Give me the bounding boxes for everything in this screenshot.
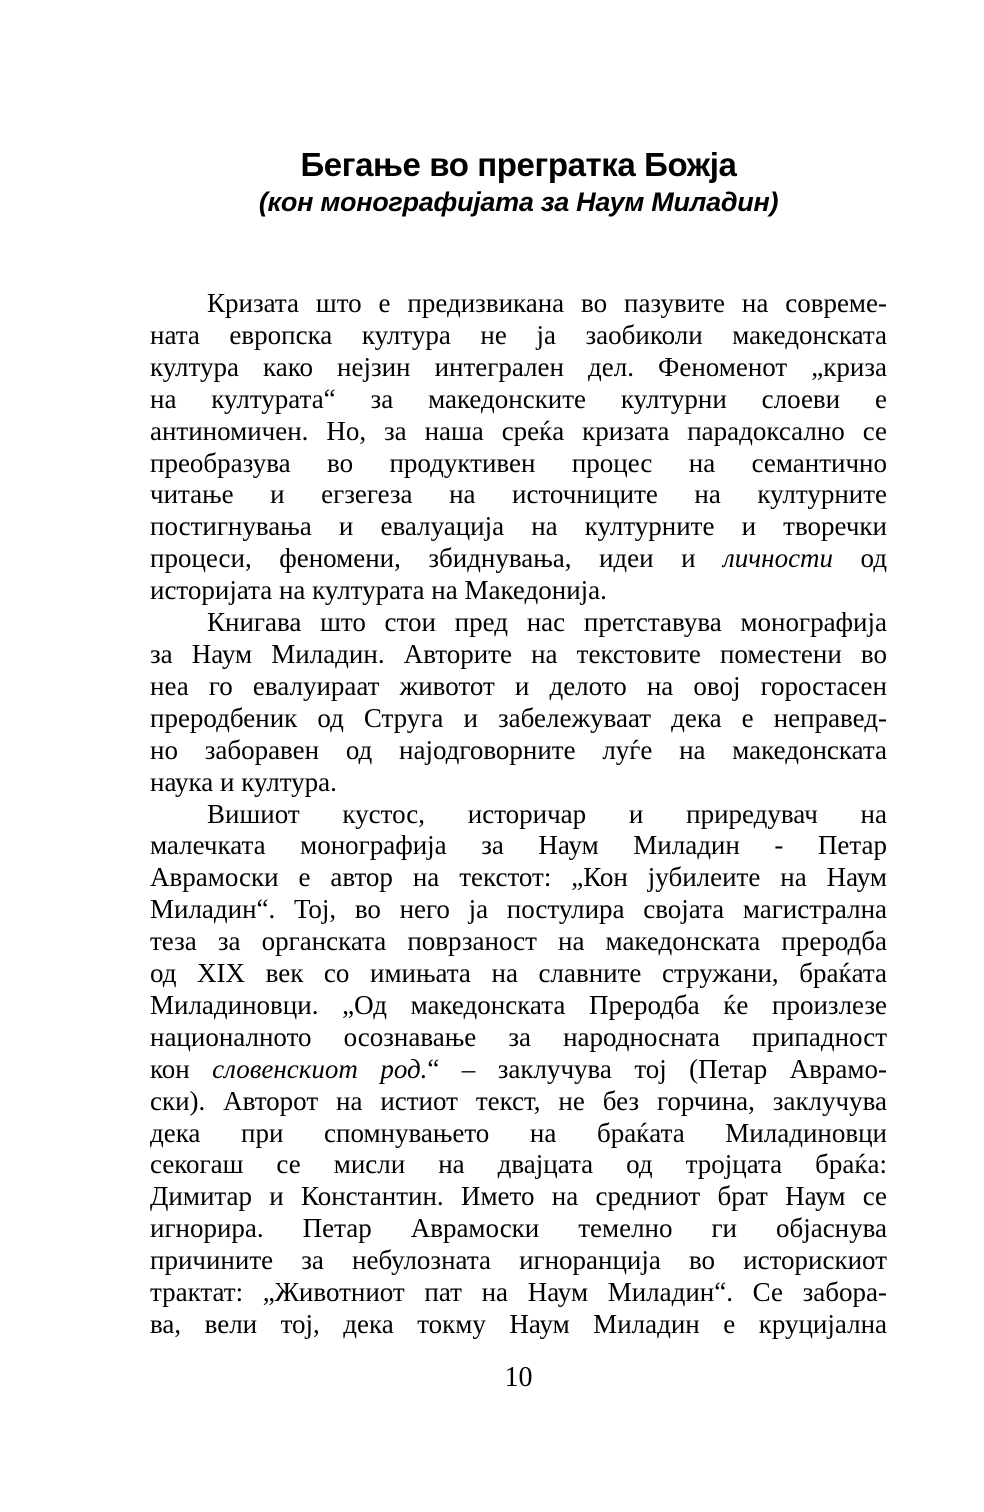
text-line: секогаш се мисли на двајцата од тројцата браќа: — [150, 1149, 887, 1180]
text-line: постигнувања и евалуација на културните и творечки — [150, 511, 887, 542]
text-line: за Наум Миладин. Авторите на текстовите поместени во — [150, 638, 887, 669]
text-line: на културата“ за македонските културни слоеви е — [150, 383, 887, 414]
text-line: историјата на културата на Македонија. — [150, 575, 607, 606]
text-line: теза за органската поврзаност на македонската преродба — [150, 926, 887, 957]
text-line: наука и култура. — [150, 766, 337, 797]
text-line: трактат: „Животниот пат на Наум Миладин“. Се забора- — [150, 1277, 887, 1308]
text-line: националното осознавање за народносната припадност — [150, 1021, 887, 1052]
text-line: малечката монографија за Наум Миладин - Петар — [150, 830, 887, 861]
text-line: ва, вели тој, дека токму Наум Миладин е круцијална — [150, 1309, 887, 1339]
body-text — [150, 288, 887, 1341]
text-line: дека при спомнувањето на браќата Миладиновци — [150, 1117, 887, 1148]
text-line: игнорира. Петар Аврамоски темелно ги објаснува — [150, 1213, 887, 1244]
text-line: причините за небулозната игноранција во историскиот — [150, 1245, 887, 1276]
page-number: 10 — [504, 1361, 533, 1393]
text-line: процеси, феномени, збиднувања, идеи и личности од — [150, 543, 887, 574]
text-line: преобразува во продуктивен процес на семантично — [150, 447, 887, 478]
page-title: Бегање во прегратка Божја — [300, 146, 737, 183]
text-line: Вишиот кустос, историчар и приредувач на — [207, 798, 887, 829]
text-line: антиномичен. Но, за наша среќа кризата парадоксално се — [150, 415, 887, 446]
text-line: од XIX век со имињата на славните стружани, браќата — [150, 958, 887, 989]
text-line: ната европска култура не ја заобиколи македонската — [150, 319, 887, 350]
text-line: култура како нејзин интегрален дел. Феноменот „криза — [150, 351, 887, 382]
text-block — [150, 146, 887, 1394]
text-line: неа го евалуираат животот и делото на овој горостасен — [150, 670, 887, 701]
page-subtitle: (кон монографијата за Наум Миладин) — [258, 187, 779, 217]
text-line: Миладиновци. „Од македонската Преродба ќе произлезе — [150, 989, 887, 1020]
text-line: Димитар и Константин. Името на средниот брат Наум се — [150, 1181, 887, 1212]
text-line: Книгава што стои пред нас претставува монографија — [207, 607, 887, 638]
text-line: преродбеник од Струга и забележуваат дека е неправед- — [150, 702, 887, 733]
text-line: Кризата што е предизвикана во пазувите на совреме- — [207, 288, 887, 318]
text-line: Аврамоски е автор на текстот: „Кон јубилеите на Наум — [150, 862, 887, 893]
text-line: ски). Авторот на истиот текст, не без горчина, заклучува — [150, 1085, 887, 1116]
text-line: кон словенскиот род.“ – заклучува тој (Петар Аврамо- — [150, 1053, 887, 1084]
text-line: читање и егзегеза на источниците на културните — [150, 479, 887, 510]
text-line: но заборавен од најодговорните луѓе на македонската — [150, 734, 887, 765]
text-line: Миладин“. Тој, во него ја постулира својата магистрална — [150, 894, 887, 925]
